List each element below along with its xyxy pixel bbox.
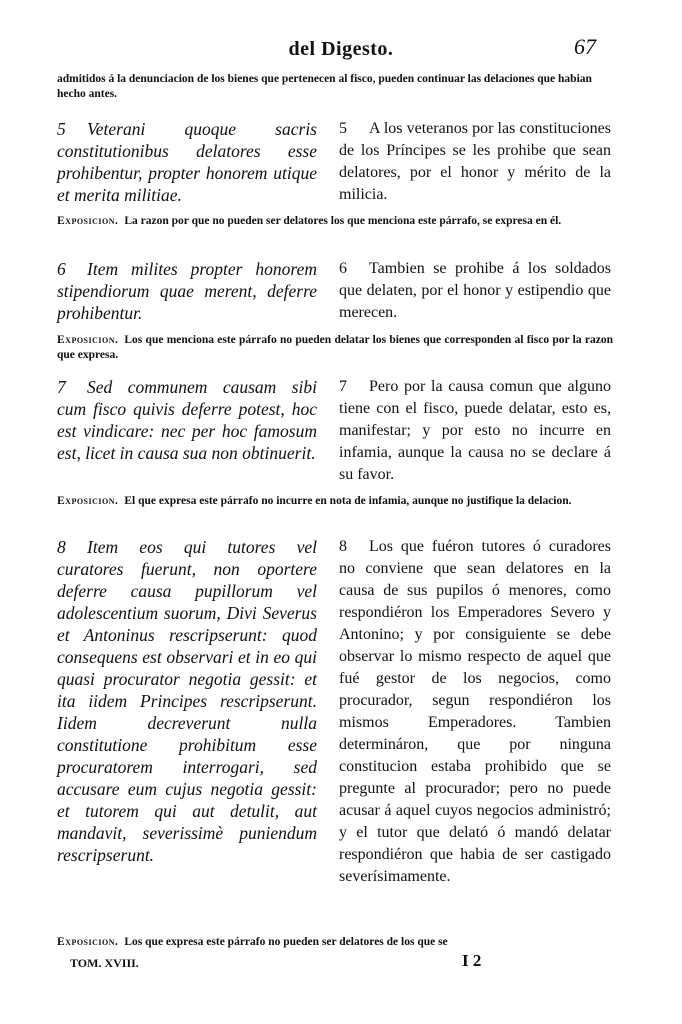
latin-text [57, 258, 317, 324]
section-number: 7 [339, 378, 347, 395]
page-number: 67 [574, 34, 596, 59]
spanish-text [339, 118, 611, 206]
exposicion-text: La razon por que no pueden ser delatores los que menciona este párrafo, se expresa en él. [124, 215, 562, 227]
spanish-body: A los veteranos por las constituciones de los Príncipes se les prohibe que sean delatores, por el honor y mérito de la milicia. [339, 120, 611, 203]
latin-body: Veterani quoque sacris constitutionibus delatores esse prohibentur, propter honorem utique et merita militiae. [57, 119, 317, 205]
page-footer [70, 953, 610, 973]
exposicion-label: Exposicion. [57, 495, 119, 507]
signature-mark: I 2 [462, 951, 482, 970]
running-title: del Digesto. [288, 38, 394, 60]
section-number: 5 [339, 120, 347, 137]
exposicion-5 [57, 214, 613, 229]
spanish-body: Tambien se prohibe á los soldados que delaten, por el honor y estipendio que merecen. [339, 260, 611, 321]
spanish-text [339, 536, 611, 888]
exposicion-8 [57, 935, 613, 950]
page-header [0, 32, 682, 62]
latin-body: Item milites propter honorem stipendiorum quae merent, deferre prohibentur. [57, 259, 317, 323]
exposicion-6 [57, 333, 613, 362]
exposicion-7 [57, 494, 613, 509]
exposicion-label: Exposicion. [57, 215, 119, 227]
section-number: 6 [57, 259, 66, 279]
section-7 [57, 376, 613, 486]
volume-mark: TOM. XVIII. [70, 956, 139, 970]
exposicion-text: Los que expresa este párrafo no pueden ser delatores de los que se [124, 936, 448, 948]
spanish-text [339, 376, 611, 486]
exposicion-label: Exposicion. [57, 334, 119, 346]
latin-body: Sed communem causam sibi cum fisco quivis deferre potest, hoc est vindicare: nec per hoc famosum est, licet in causa sua non obtinuerit. [57, 377, 317, 463]
intro-paragraph: admitidos á la denunciacion de los bienes que pertenecen al fisco, pueden continuar las delaciones que habian hecho antes. [57, 73, 592, 100]
exposicion-text: El que expresa este párrafo no incurre en nota de infamia, aunque no justifique la delacion. [124, 495, 572, 507]
spanish-body: Pero por la causa comun que alguno tiene con el fisco, puede delatar, esto es, manifestar; y por esto no incurre en infamia, aunque la causa no se declare á su favor. [339, 378, 611, 483]
latin-text [57, 376, 317, 464]
latin-text [57, 118, 317, 206]
section-number: 8 [339, 538, 347, 555]
section-number: 7 [57, 377, 66, 397]
exposicion-text: Los que menciona este párrafo no pueden delatar los bienes que corresponden al fisco por la razon que expresa. [57, 334, 613, 361]
latin-text [57, 536, 317, 866]
section-number: 5 [57, 119, 66, 139]
spanish-text [339, 258, 611, 324]
section-number: 8 [57, 537, 66, 557]
section-8 [57, 536, 613, 926]
section-6 [57, 258, 613, 324]
spanish-body: Los que fuéron tutores ó curadores no conviene que sean delatores en la causa de sus pupilos ó menores, como respondiéron los Emperadores Severo y Antonino; y por consiguiente se debe observar lo mismo respecto de aquel que fué gestor de los negocios, como procurador, segun respondiéron los mismos Emperadores. Tambien determináron, que por ninguna constitucion estaba prohibido que se pregunte al procurador; pero no puede acusar á aquel cuyos negocios administró; y el tutor que delató ó mandó delatar respondiéron que habia de ser castigado severísimamente. [339, 538, 611, 885]
section-5 [57, 118, 613, 206]
exposicion-label: Exposicion. [57, 936, 119, 948]
latin-body: Item eos qui tutores vel curatores fuerunt, non oportere deferre causa pupillorum vel adolescentium suorum, Divi Severus et Antoninus rescripserunt: quod consequens est observari et in eo qui quasi procurator negotia gessit: et ita iidem Principes rescripserunt. Iidem decreverunt nulla constitutione prohibitum esse procuratorem interrogari, sed accusare eum cujus negotia gessit: et tutorem qui aut detulit, aut mandavit, severissimè puniendum rescripserunt. [57, 537, 317, 865]
section-number: 6 [339, 260, 347, 277]
